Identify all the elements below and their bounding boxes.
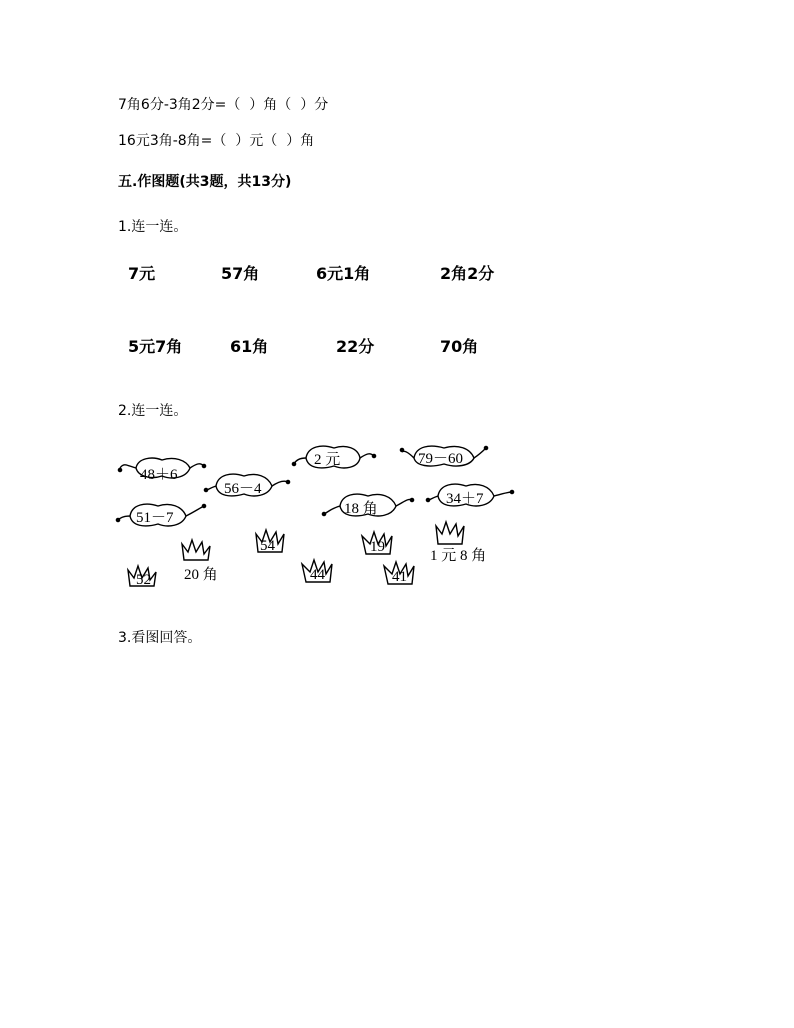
leaf-label: 18 角 — [344, 501, 378, 517]
match-item: 5元7角 — [128, 337, 183, 356]
match-item: 22分 — [336, 337, 375, 356]
question-money-subtraction-1: 7角6分-3角2分=（ ）角（ ）分 — [118, 97, 329, 113]
section-heading: 五.作图题(共3题，共13分) — [118, 174, 292, 190]
match-item: 57角 — [221, 264, 260, 283]
leaf-label: 79－60 — [418, 451, 464, 467]
leaf-label: 56－4 — [224, 481, 262, 497]
grass-label: 41 — [392, 569, 407, 585]
leaf-label: 51－7 — [136, 510, 174, 526]
question-3-prompt: 3.看图回答。 — [118, 630, 202, 646]
grass-icon — [182, 540, 210, 560]
question-2-prompt: 2.连一连。 — [118, 403, 188, 419]
match-item: 7元 — [128, 264, 156, 283]
grass-label: 20 角 — [184, 567, 218, 583]
grass-label: 44 — [310, 567, 325, 583]
leaf-label: 48＋6 — [140, 467, 178, 483]
grass-icon — [436, 522, 464, 544]
match-item: 61角 — [230, 337, 269, 356]
grass-label: 1 元 8 角 — [430, 548, 487, 564]
leaf-label: 34＋7 — [446, 491, 484, 507]
leaf-label: 2 元 — [314, 452, 341, 468]
match-item: 70角 — [440, 337, 479, 356]
question-money-subtraction-2: 16元3角-8角=（ ）元（ ）角 — [118, 133, 315, 149]
grass-label: 54 — [260, 538, 275, 554]
leaves-and-grass-figure — [112, 436, 532, 596]
question-1-prompt: 1.连一连。 — [118, 219, 188, 235]
match-item: 2角2分 — [440, 264, 495, 283]
match-item: 6元1角 — [316, 264, 371, 283]
grass-label: 52 — [136, 572, 151, 588]
grass-label: 19 — [370, 539, 385, 555]
